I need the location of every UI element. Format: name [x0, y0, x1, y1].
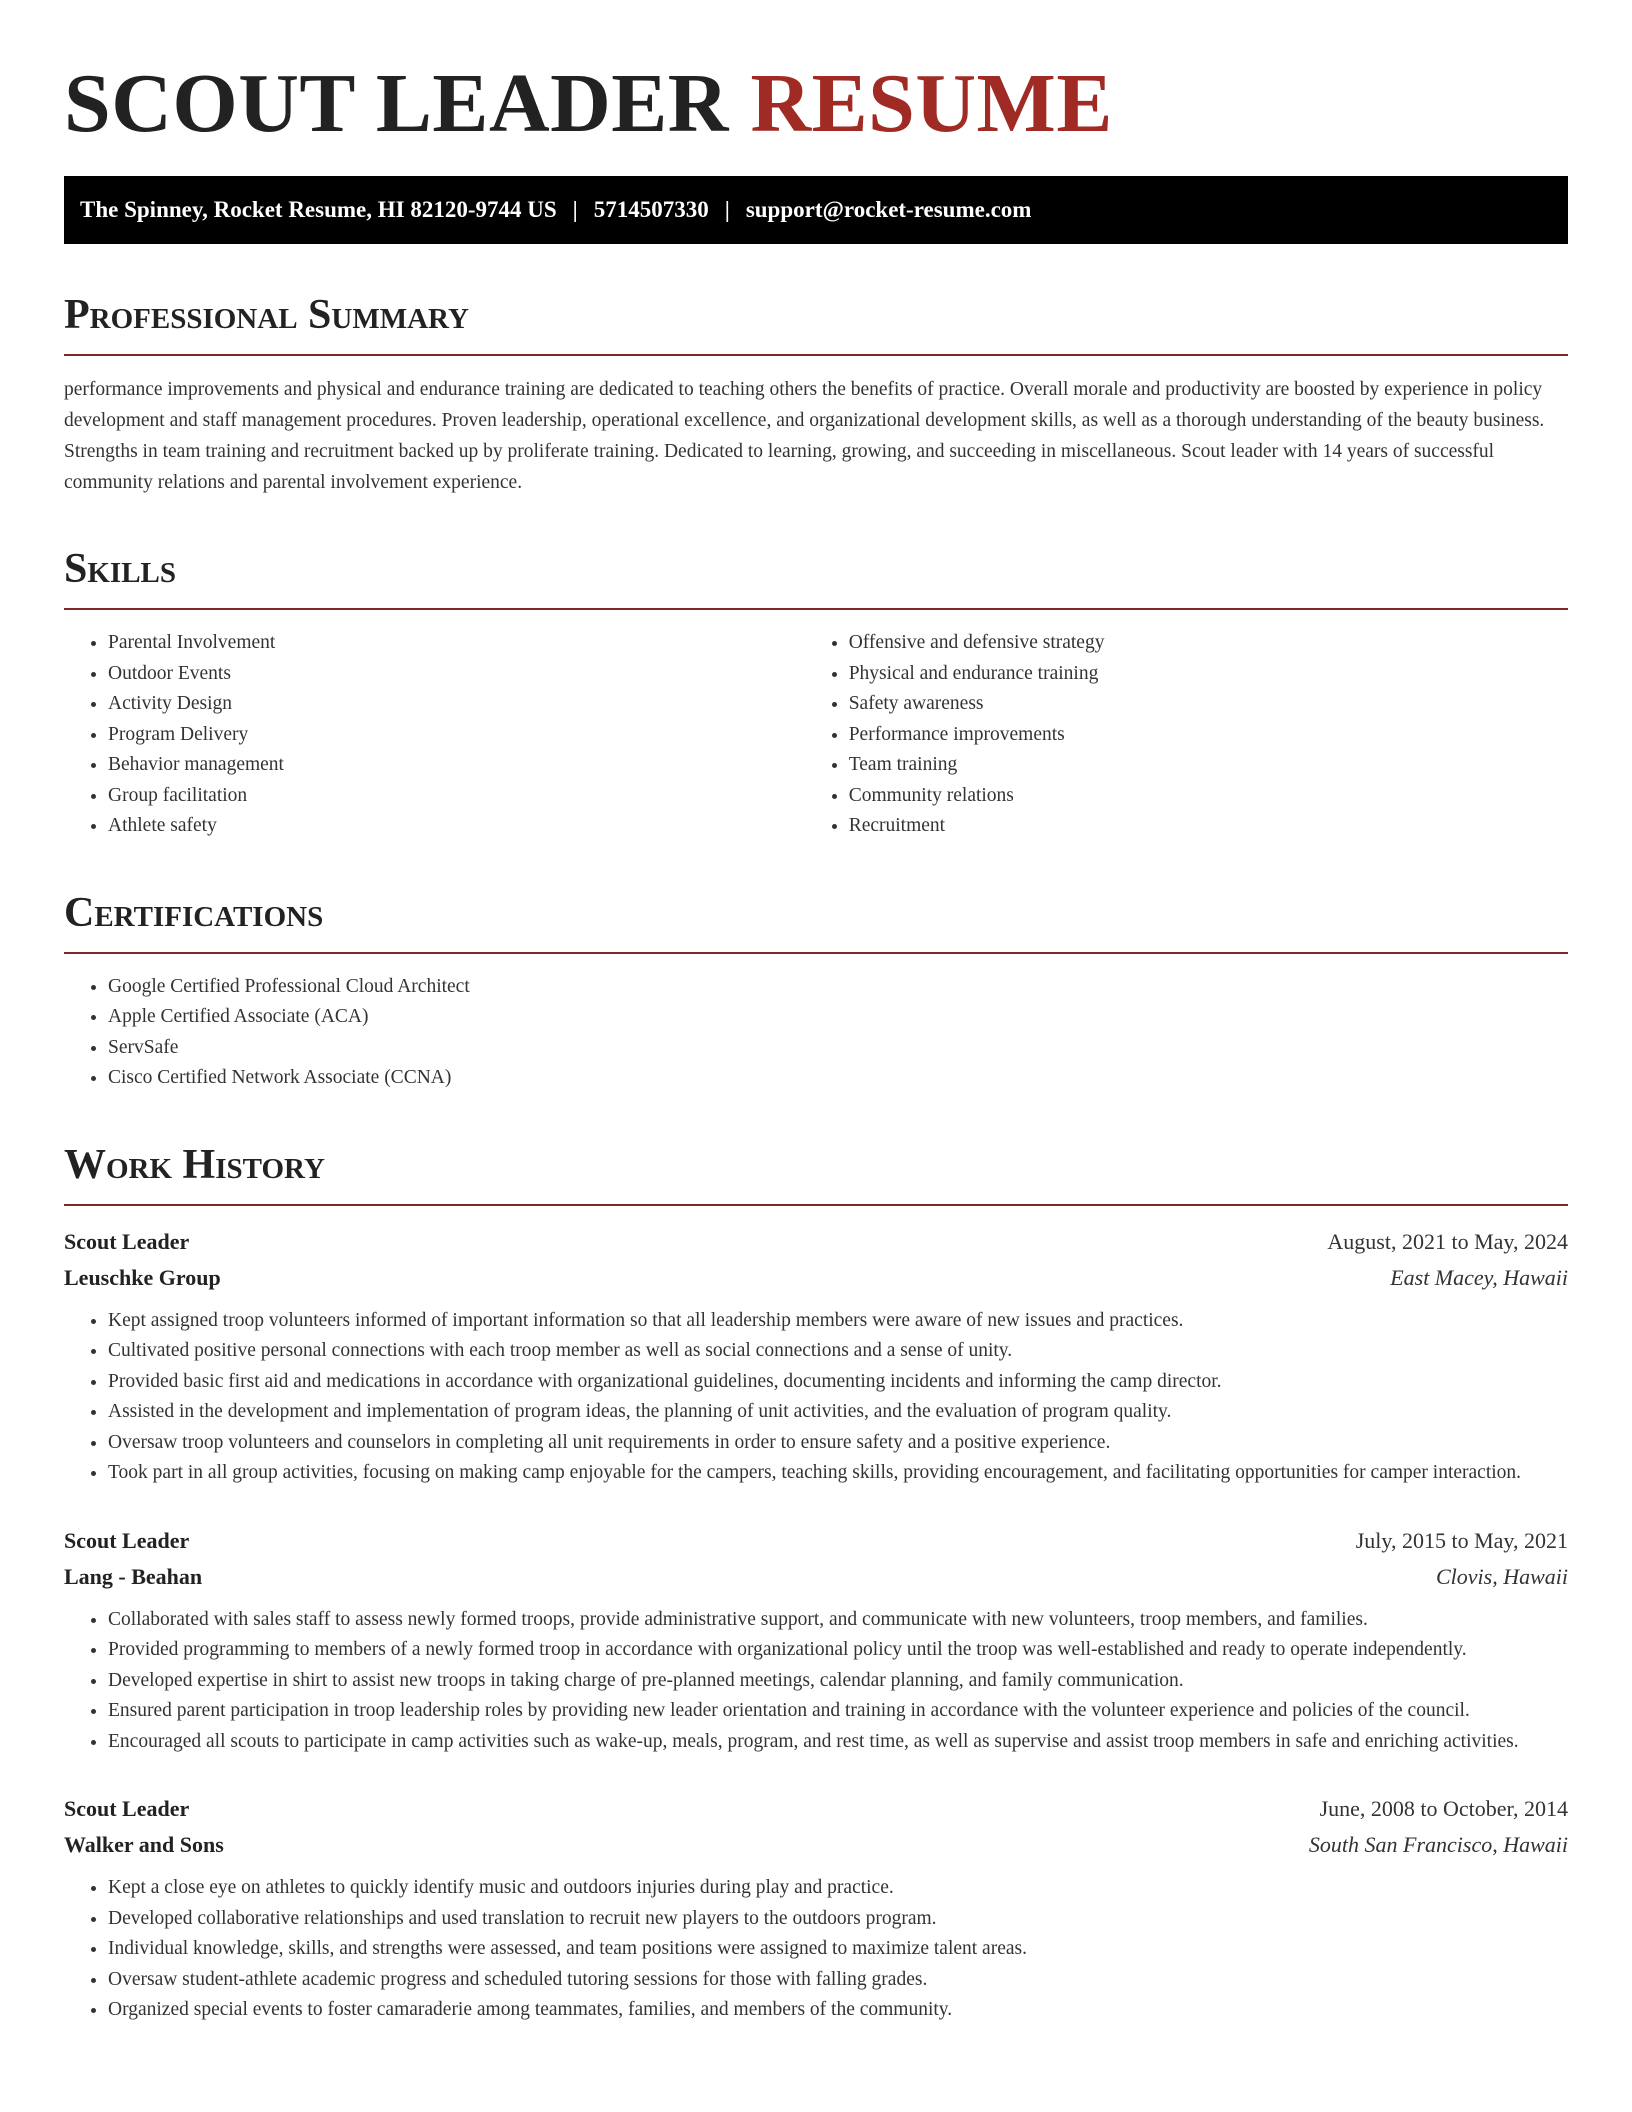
work-history-section — [64, 1140, 1568, 2026]
job-bullet: • Oversaw student-athlete academic progress and scheduled tutoring sessions for those with falling grades. — [108, 1965, 1568, 1996]
skill-item: • Athlete safety — [108, 811, 805, 842]
job-bullet: • Collaborated with sales staff to assess newly formed troops, provide administrative support, and communicate with new volunteers, troop members, and families. — [108, 1605, 1568, 1636]
job-company: Lang - Beahan — [64, 1563, 203, 1589]
skills-section — [64, 544, 1568, 842]
job-entry — [64, 1224, 1568, 1489]
job-bullets — [64, 1873, 1568, 2026]
contact-separator: | — [724, 197, 730, 222]
skill-item: • Recruitment — [849, 811, 1568, 842]
job-bullet: • Developed collaborative relationships and used translation to recruit new players to the outdoors program. — [108, 1904, 1568, 1935]
job-header-row — [64, 1523, 1568, 1559]
job-header-row — [64, 1791, 1568, 1827]
certification-item: • Cisco Certified Network Associate (CCNA) — [108, 1063, 1568, 1094]
job-location: South San Francisco, Hawaii — [1308, 1832, 1568, 1857]
job-entry — [64, 1523, 1568, 1758]
job-bullets — [64, 1605, 1568, 1758]
job-dates: July, 2015 to May, 2021 — [1355, 1527, 1568, 1553]
job-company: Leuschke Group — [64, 1264, 221, 1290]
title-main: SCOUT LEADER — [64, 57, 729, 150]
job-bullet: • Encouraged all scouts to participate in camp activities such as wake-up, meals, program, and rest time, as well as supervise and assist troop members in safe and enriching activities. — [108, 1727, 1568, 1758]
job-company-row — [64, 1559, 1568, 1595]
job-bullet: • Cultivated positive personal connections with each troop member as well as social connections and a sense of unity. — [108, 1336, 1568, 1367]
job-company-row — [64, 1827, 1568, 1863]
skill-item: • Performance improvements — [849, 720, 1568, 751]
skill-item: • Activity Design — [108, 689, 805, 720]
job-bullet: • Ensured parent participation in troop leadership roles by providing new leader orientation and training in accordance with the volunteer experience and policies of the council. — [108, 1696, 1568, 1727]
job-title: Scout Leader — [64, 1527, 190, 1553]
skill-item: • Community relations — [849, 781, 1568, 812]
job-bullet: • Kept a close eye on athletes to quickly identify music and outdoors injuries during play and practice. — [108, 1873, 1568, 1904]
skill-item: • Safety awareness — [849, 689, 1568, 720]
resume-title — [64, 58, 1568, 150]
certification-item: • Apple Certified Associate (ACA) — [108, 1002, 1568, 1033]
skills-list-right — [805, 628, 1568, 842]
job-header-row — [64, 1224, 1568, 1260]
contact-phone: 5714507330 — [593, 197, 709, 222]
certification-item: • Google Certified Professional Cloud Architect — [108, 972, 1568, 1003]
job-title: Scout Leader — [64, 1796, 190, 1821]
section-heading-skills: Skills — [64, 544, 1568, 610]
job-entry — [64, 1791, 1568, 2026]
skill-item: • Parental Involvement — [108, 628, 805, 659]
certification-item: • ServSafe — [108, 1033, 1568, 1064]
contact-email: support@rocket-resume.com — [745, 197, 1032, 222]
job-title: Scout Leader — [64, 1228, 190, 1254]
contact-bar — [64, 176, 1568, 244]
contact-address: The Spinney, Rocket Resume, HI 82120-9744 US — [80, 197, 557, 222]
job-dates: June, 2008 to October, 2014 — [1319, 1796, 1568, 1821]
skills-grid — [64, 628, 1568, 842]
contact-separator: | — [572, 197, 578, 222]
job-bullet: • Organized special events to foster camaraderie among teammates, families, and members of the community. — [108, 1995, 1568, 2026]
job-dates: August, 2021 to May, 2024 — [1327, 1228, 1568, 1254]
job-bullets — [64, 1306, 1568, 1489]
job-location: East Macey, Hawaii — [1390, 1264, 1568, 1290]
job-bullet: • Developed expertise in shirt to assist new troops in taking charge of pre-planned meetings, calendar planning, and family communication. — [108, 1666, 1568, 1697]
job-bullet: • Provided programming to members of a newly formed troop in accordance with organizational policy until the troop was well-established and ready to operate independently. — [108, 1635, 1568, 1666]
section-heading-work-history: Work History — [64, 1140, 1568, 1206]
skill-item: • Team training — [849, 750, 1568, 781]
skill-item: • Group facilitation — [108, 781, 805, 812]
skill-item: • Program Delivery — [108, 720, 805, 751]
job-company-row — [64, 1260, 1568, 1296]
job-bullet: • Kept assigned troop volunteers informed of important information so that all leadership members were aware of new issues and practices. — [108, 1306, 1568, 1337]
skills-list-left — [64, 628, 805, 842]
job-bullet: • Took part in all group activities, focusing on making camp enjoyable for the campers, teaching skills, providing encouragement, and facilitating opportunities for camper interaction. — [108, 1458, 1568, 1489]
summary-text: performance improvements and physical and endurance training are dedicated to teaching others the benefits of practice. Overall morale and productivity are boosted by experience in policy development and staff management procedures. Proven leadership, operational excellence, and organizational development skills, as well as a thorough understanding of the beauty business. Strengths in team training and recruitment backed up by proliferate training. Dedicated to learning, growing, and succeeding in miscellaneous. Scout leader with 14 years of successful community relations and parental involvement experience. — [64, 379, 1545, 493]
job-bullet: • Oversaw troop volunteers and counselors in completing all unit requirements in order to ensure safety and a positive experience. — [108, 1428, 1568, 1459]
skill-item: • Offensive and defensive strategy — [849, 628, 1568, 659]
title-accent: RESUME — [750, 57, 1113, 150]
job-company: Walker and Sons — [64, 1832, 224, 1857]
skill-item: • Behavior management — [108, 750, 805, 781]
job-location: Clovis, Hawaii — [1435, 1563, 1568, 1589]
skill-item: • Physical and endurance training — [849, 659, 1568, 690]
section-heading-certifications: Certifications — [64, 888, 1568, 954]
job-bullet: • Individual knowledge, skills, and strengths were assessed, and team positions were assigned to maximize talent areas. — [108, 1934, 1568, 1965]
certifications-list — [64, 972, 1568, 1094]
summary-section — [64, 290, 1568, 498]
certifications-section — [64, 888, 1568, 1094]
section-heading-summary: Professional Summary — [64, 290, 1568, 356]
skill-item: • Outdoor Events — [108, 659, 805, 690]
job-bullet: • Assisted in the development and implementation of program ideas, the planning of unit activities, and the evaluation of program quality. — [108, 1397, 1568, 1428]
job-bullet: • Provided basic first aid and medications in accordance with organizational guidelines, documenting incidents and informing the camp director. — [108, 1367, 1568, 1398]
